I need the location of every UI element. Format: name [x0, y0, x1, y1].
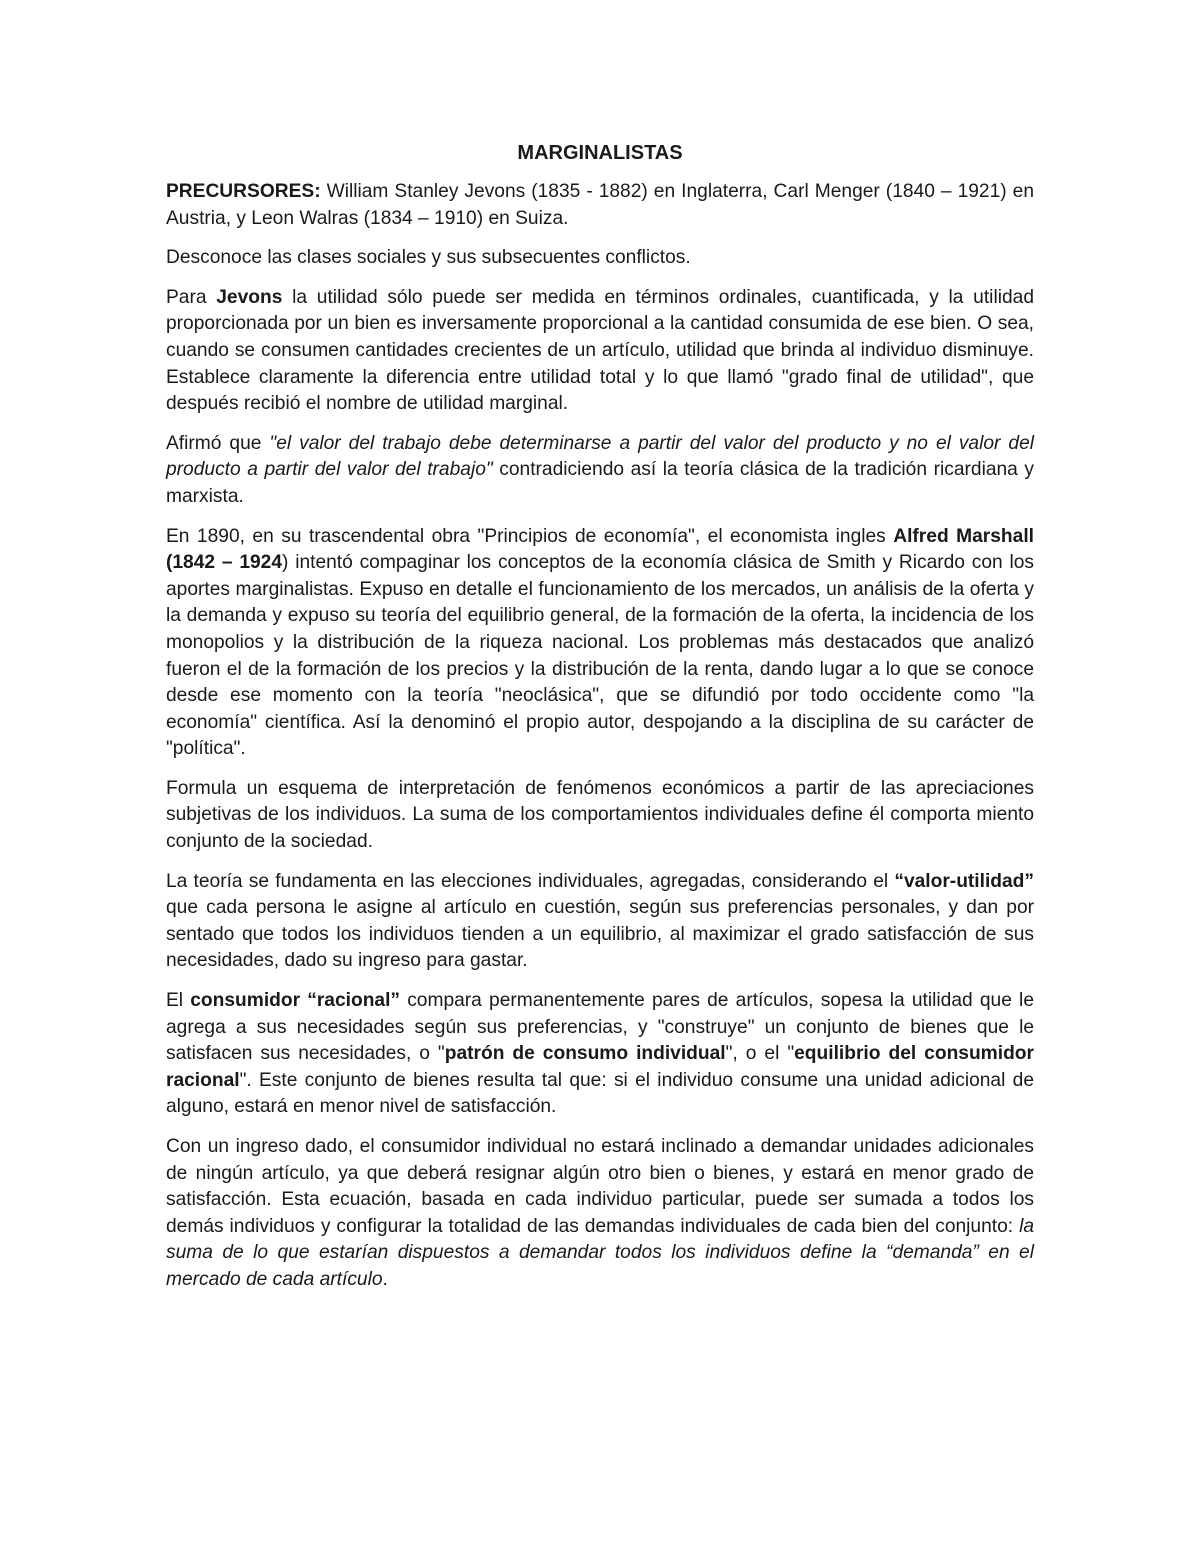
- paragraph-jevons: [166, 285, 1034, 418]
- precursores-text: William Stanley Jevons (1835 - 1882) en Inglaterra, Carl Menger (1840 – 1921) en Austria, y Leon Walras (1834 – 1910) en Suiza.: [166, 181, 1034, 229]
- paragraph-teoria: [166, 869, 1034, 975]
- precursores-label: PRECURSORES:: [166, 181, 321, 202]
- consumidor-text-a: El: [166, 990, 191, 1012]
- equilibrio-consumidor-bold: equilibrio del consumidor racional: [166, 1043, 1034, 1091]
- consumidor-racional-bold: consumidor “racional”: [190, 990, 401, 1012]
- afirmo-quote: "el valor del trabajo debe determinarse a partir del valor del producto y no el valor del producto a partir del valor del trabajo": [166, 432, 1034, 481]
- paragraph-formula: [166, 776, 1034, 856]
- marshall-text-start: En 1890, en su trascendental obra "Principios de economía", el economista ingles: [166, 525, 894, 547]
- paragraph-ingreso: [166, 1134, 1034, 1294]
- afirmo-text-end: contradiciendo así la teoría clásica de la tradición ricardiana y marxista.: [166, 459, 1034, 507]
- consumidor-text-e: ", o el ": [725, 1043, 795, 1065]
- jevons-text-start: Para: [166, 286, 217, 308]
- consumidor-text-g: ". Este conjunto de bienes resulta tal que: si el individuo consume una unidad adicional de alguno, estará en menor nivel de satisfacción.: [166, 1069, 1034, 1118]
- clases-sociales-text: Desconoce las clases sociales y sus subsecuentes conflictos.: [166, 247, 691, 269]
- valor-utilidad-bold: “valor-utilidad”: [894, 870, 1034, 892]
- paragraph-consumidor: [166, 988, 1034, 1121]
- document-title: MARGINALISTAS: [517, 142, 683, 164]
- ingreso-italic: la suma de lo que estarían dispuestos a demandar todos los individuos define la “demanda” en el mercado de cada artículo: [166, 1215, 1034, 1290]
- consumidor-text-c: compara permanentemente pares de artículos, sopesa la utilidad que le agrega a sus necesidades según sus preferencias, y "construye" un conjunto de bienes que le satisfacen sus necesidades, o ": [166, 990, 1034, 1065]
- marshall-text-end: ) intentó compaginar los conceptos de la economía clásica de Smith y Ricardo con los aportes marginalistas. Expuso en detalle el funcionamiento de los mercados, un análisis de la oferta y la demanda y expuso su teoría del equilibrio general, de la formación de la oferta, la incidencia de los monopolios y la distribución de la riqueza nacional. Los problemas más destacados que analizó fueron el de la formación de los precios y la distribución de la renta, dando lugar a lo que se conoce desde ese momento con la teoría "neoclásica", que se difundió por todo occidente como "la economía" científica. Así la denominó el propio autor, despojando a la disciplina de su carácter de "política".: [166, 552, 1035, 760]
- jevons-text-end: la utilidad sólo puede ser medida en términos ordinales, cuantificada, y la utilidad proporcionada por un bien es inversamente proporcional a la cantidad consumida de ese bien. O sea, cuando se consumen cantidades crecientes de un artículo, utilidad que brinda al individuo disminuye. Establece claramente la diferencia entre utilidad total y lo que llamó "grado final de utilidad", que después recibió el nombre de utilidad marginal.: [166, 286, 1034, 415]
- teoria-text-start: La teoría se fundamenta en las elecciones individuales, agregadas, considerando el: [166, 870, 895, 892]
- ingreso-text-start: Con un ingreso dado, el consumidor individual no estará inclinado a demandar unidades adicionales de ningún artículo, ya que deberá resignar algún otro bien o bienes, y estará en menor grado de satisfacción. Esta ecuación, basada en cada individuo particular, puede ser sumada a todos los demás individuos y configurar la totalidad de las demandas individuales de cada bien del conjunto:: [166, 1136, 1034, 1237]
- document-page: [166, 138, 1034, 1307]
- paragraph-marshall: [166, 524, 1034, 763]
- teoria-text-end: que cada persona le asigne al artículo en cuestión, según sus preferencias personales, y dan por sentado que todos los individuos tienden a un equilibrio, al maximizar el grado satisfacción de sus necesidades, dado su ingreso para gastar.: [166, 897, 1034, 972]
- afirmo-text-start: Afirmó que: [166, 432, 270, 454]
- patron-consumo-bold: patrón de consumo individual: [444, 1043, 726, 1065]
- paragraph-precursores: [166, 179, 1034, 232]
- paragraph-clases-sociales: [166, 245, 1034, 272]
- paragraph-afirmo: [166, 431, 1034, 511]
- formula-text: Formula un esquema de interpretación de fenómenos económicos a partir de las apreciaciones subjetivas de los individuos. La suma de los comportamientos individuales define él comporta miento conjunto de la sociedad.: [166, 777, 1034, 853]
- jevons-bold: Jevons: [216, 286, 283, 308]
- marshall-bold: Alfred Marshall (1842 – 1924: [166, 525, 1034, 574]
- ingreso-text-end: .: [382, 1268, 388, 1290]
